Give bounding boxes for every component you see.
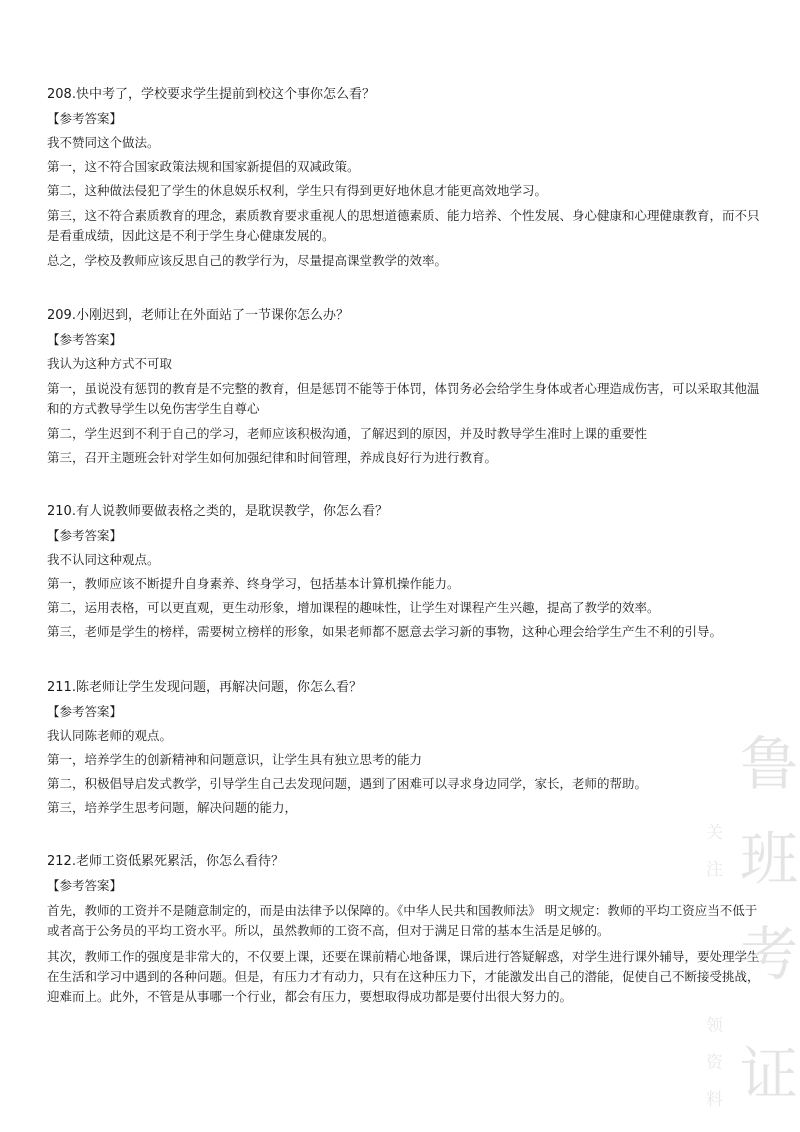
question-title: 210.有人说教师要做表格之类的，是耽误教学，你怎么看？ [47, 504, 388, 519]
answer-line: 第一，虽说没有惩罚的教育是不完整的教育，但是惩罚不能等于体罚，体罚务必会给学生身体或者心理造成伤害，可以采取其他温和的方式教导学生以免伤害学生自尊心 [47, 381, 760, 416]
answer-label: 【参考答案】 [47, 878, 123, 893]
answer-line: 第三，这不符合素质教育的理念，素质教育要求重视人的思想道德素质、能力培养、个性发展、身心健康和心理健康教育，而不只是看重成绩，因此这是不利于学生身心健康发展的。 [47, 208, 760, 243]
answer-line: 首先，教师的工资并不是随意制定的，而是由法律予以保障的。《中华人民共和国教师法》 明文规定：教师的平均工资应当不低于或者高于公务员的平均工资水平。所以，虽然教师的工资不高，但对于满足日常的基本生活是足够的。 [47, 903, 758, 938]
watermark-char: 考 [740, 920, 799, 988]
watermark-char: 班 [740, 825, 799, 893]
question-212 [47, 853, 767, 1013]
watermark-char: 证 [740, 1040, 799, 1108]
answer-line: 其次，教师工作的强度是非常大的，不仅要上课，还要在课前精心地备课，课后进行答疑解惑，对学生进行课外辅导，要处理学生在生活和学习中遇到的各种问题。但是，有压力才有动力，只有在这种压力下，才能激发出自己的潜能，促使自己不断接受挑战，迎难而上。此外，不管是从事哪一个行业，都会有压力，要想取得成功都是要付出很大努力的。 [47, 949, 760, 1004]
answer-line: 第三，召开主题班会针对学生如何加强纪律和时间管理，养成良好行为进行教育。 [47, 450, 498, 465]
watermark-char: 关 [706, 823, 723, 843]
answer-label: 【参考答案】 [47, 528, 123, 543]
question-title: 211.陈老师让学生发现问题，再解决问题，你怎么看？ [47, 680, 362, 695]
answer-line: 第二，积极倡导启发式教学，引导学生自己去发现问题，遇到了困难可以寻求身边同学，家长，老师的帮助。 [47, 776, 648, 791]
answer-label: 【参考答案】 [47, 111, 123, 126]
answer-line: 第一，教师应该不断提升自身素养、终身学习，包括基本计算机操作能力。 [47, 576, 460, 591]
watermark-char: 料 [706, 1090, 723, 1110]
question-211 [47, 679, 767, 823]
watermark-char: 注 [706, 860, 723, 880]
question-title: 208.快中考了，学校要求学生提前到校这个事你怎么看？ [47, 87, 375, 102]
question-210 [47, 503, 767, 647]
question-209 [47, 307, 767, 473]
answer-line: 第二，运用表格，可以更直观，更生动形象，增加课程的趣味性，让学生对课程产生兴趣，提高了教学的效率。 [47, 600, 660, 615]
answer-line: 第三，培养学生思考问题，解决问题的能力， [47, 800, 298, 815]
answer-line: 第二，学生迟到不利于自己的学习，老师应该积极沟通，了解迟到的原因，并及时教导学生准时上课的重要性 [47, 426, 648, 441]
watermark-char: 领 [706, 1016, 723, 1036]
answer-label: 【参考答案】 [47, 332, 123, 347]
answer-line: 第三，老师是学生的榜样，需要树立榜样的形象，如果老师都不愿意去学习新的事物，这种心理会给学生产生不利的引导。 [47, 624, 723, 639]
answer-line: 我不赞同这个做法。 [47, 135, 160, 150]
watermark-char: 鲁 [740, 730, 799, 798]
question-title: 209.小刚迟到，老师让在外面站了一节课你怎么办？ [47, 308, 349, 323]
answer-line: 总之，学校及教师应该反思自己的教学行为，尽量提高课堂教学的效率。 [47, 253, 448, 268]
answer-line: 我认同陈老师的观点。 [47, 728, 173, 743]
question-208 [47, 86, 767, 276]
answer-line: 第一，培养学生的创新精神和问题意识，让学生具有独立思考的能力 [47, 752, 423, 767]
answer-line: 我不认同这种观点。 [47, 552, 160, 567]
watermark-char: 资 [706, 1053, 723, 1073]
answer-line: 第一，这不符合国家政策法规和国家新提倡的双减政策。 [47, 159, 360, 174]
question-title: 212.老师工资低累死累活，你怎么看待？ [47, 854, 284, 869]
answer-line: 我认为这种方式不可取 [47, 356, 173, 371]
answer-label: 【参考答案】 [47, 704, 123, 719]
answer-line: 第二，这种做法侵犯了学生的休息娱乐权利，学生只有得到更好地休息才能更高效地学习。 [47, 183, 548, 198]
